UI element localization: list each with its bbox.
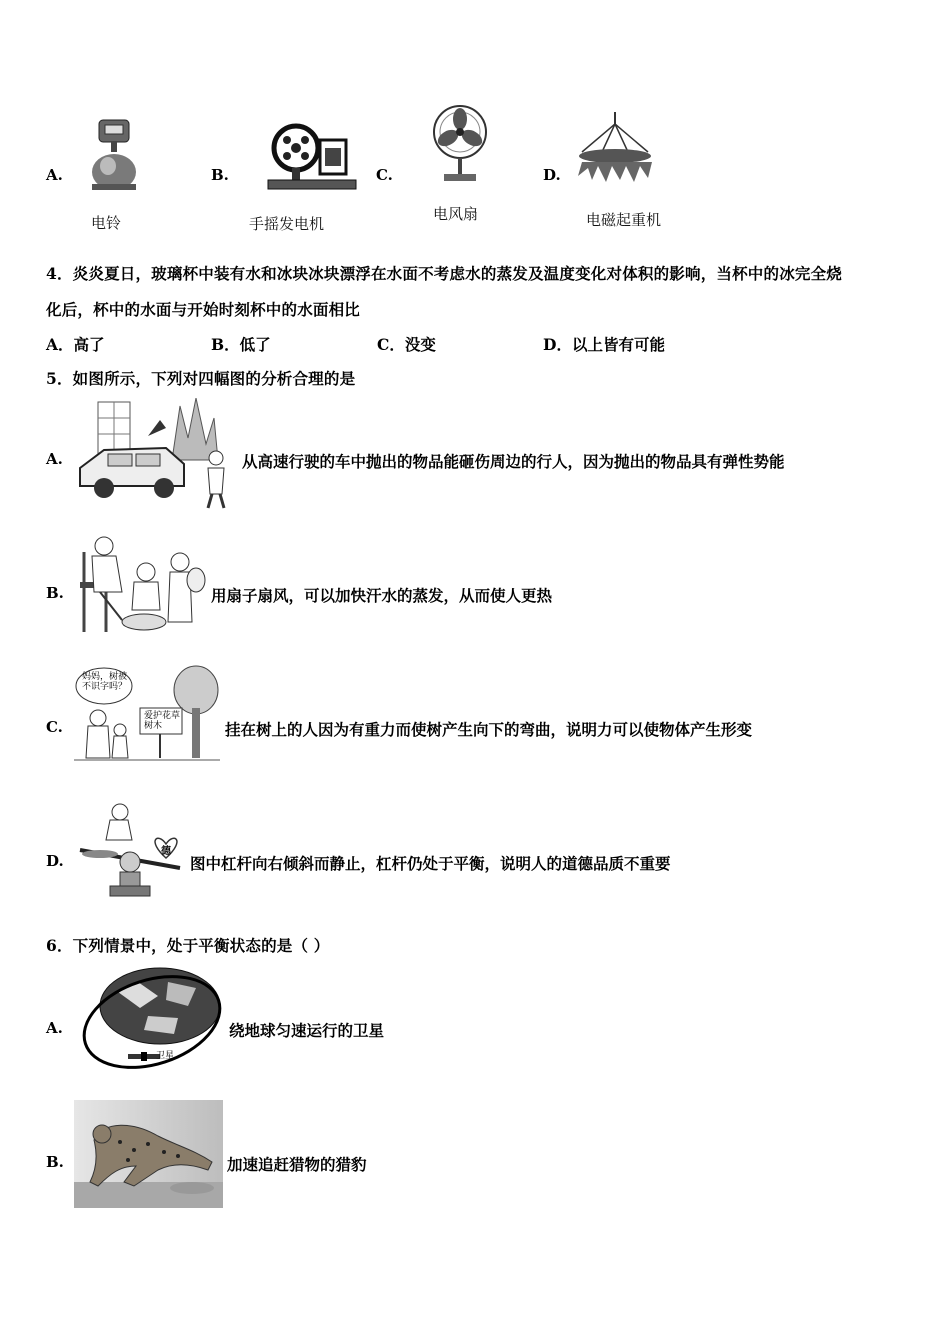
q5-option-c-label: C. (46, 718, 63, 736)
q6-option-a-text: 绕地球匀速运行的卫星 (229, 1021, 385, 1040)
electric-fan-icon (430, 104, 492, 184)
q6-option-b-label: B. (46, 1153, 64, 1171)
satellite-orbit-illustration (78, 962, 226, 1072)
q5-option-b-label: B. (46, 584, 64, 602)
q5-option-a-label: A. (46, 450, 63, 468)
q5-option-c-speech-bubble: 妈妈，树被不识字吗？ (82, 672, 128, 692)
q5-option-c-text: 挂在树上的人因为有重力而使树产生向下的弯曲，说明力可以使物体产生形变 (225, 720, 753, 739)
q5-stem: 5．如图所示，下列对四幅图的分析合理的是 (46, 369, 356, 388)
cheetah-photo (74, 1100, 223, 1208)
q3-option-d-label: D. (543, 166, 561, 184)
q4-option-d-text: 以上皆有可能 (571, 335, 665, 354)
q6-option-b-text: 加速追赶猎物的猎豹 (227, 1155, 367, 1174)
q4-option-a-label: A． (46, 335, 74, 354)
q4-option-a-text: 高了 (73, 335, 105, 354)
q4-option-b-text: 低了 (239, 335, 271, 354)
q3-option-b-label: B. (211, 166, 229, 184)
q6-stem: 6．下列情景中，处于平衡状态的是（ ） (46, 936, 330, 955)
q5-option-d-label: D. (46, 852, 64, 870)
hand-generator-icon (262, 118, 358, 192)
q3-option-c-label: C. (376, 166, 393, 184)
q4-stem-line1: 4．炎炎夏日，玻璃杯中装有水和冰块冰块漂浮在水面不考虑水的蒸发及温度变化对体积的影响，当杯中的冰完全烧 (46, 264, 842, 283)
electric-bell-icon (90, 118, 138, 192)
q4-option-c (377, 333, 436, 355)
q4-option-c-label: C． (377, 335, 405, 354)
q5-option-c-sign: 爱护花草树木 (144, 711, 181, 731)
q3-option-d-caption: 电磁起重机 (586, 211, 662, 229)
q4-option-b-label: B． (211, 335, 240, 354)
q3-option-c-caption: 电风扇 (433, 205, 479, 223)
q4-stem-line2: 化后，杯中的水面与开始时刻杯中的水面相比 (46, 300, 361, 319)
tree-sign-illustration (74, 664, 220, 768)
q5-option-b-text: 用扇子扇风，可以加快汗水的蒸发，从而使人更热 (211, 586, 553, 605)
fanning-family-illustration (76, 532, 206, 636)
q5-option-a-text: 从高速行驶的车中抛出的物品能砸伤周边的行人，因为抛出的物品具有弹性势能 (242, 452, 785, 471)
car-throwing-object-illustration (76, 398, 238, 510)
q5-option-d-text: 图中杠杆向右倾斜而静止，杠杆仍处于平衡，说明人的道德品质不重要 (190, 854, 671, 873)
q4-option-a (46, 333, 105, 355)
q4-option-d-label: D． (543, 335, 572, 354)
q6-option-a-satellite-label: 卫星 (156, 1051, 175, 1061)
q3-option-a-caption: 电铃 (91, 214, 122, 232)
q4-option-d (543, 333, 665, 355)
q4-option-b (211, 333, 271, 355)
q5-option-d-heart-label: 德 (161, 846, 171, 857)
electromagnetic-crane-icon (574, 110, 656, 186)
q3-option-b-caption: 手摇发电机 (249, 215, 325, 233)
q6-option-a-label: A. (46, 1019, 63, 1037)
lever-balance-illustration (76, 800, 188, 906)
q3-option-a-label: A. (46, 166, 63, 184)
q4-option-c-text: 没变 (404, 335, 436, 354)
